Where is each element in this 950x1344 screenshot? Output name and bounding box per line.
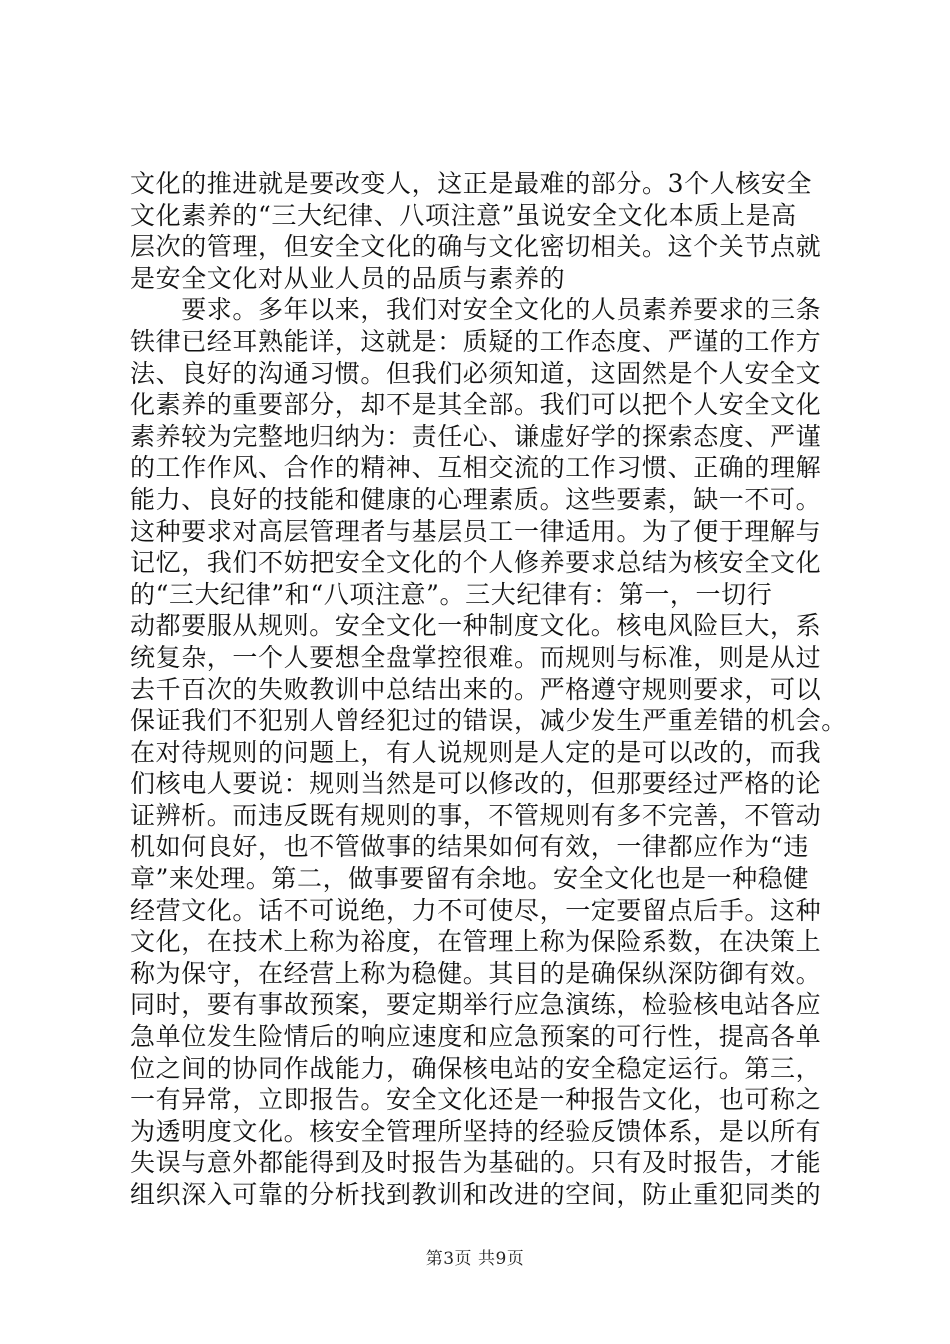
text-line: 为透明度文化。核安全管理所坚持的经验反馈体系，是以所有 [130,1116,822,1146]
text-line: 在对待规则的问题上，有人说规则是人定的是可以改的，而我 [130,737,822,767]
text-line: 称为保守，在经营上称为稳健。其目的是确保纵深防御有效。 [130,958,822,988]
page-footer: 第3页 共9页 [425,1249,525,1269]
text-line: 去千百次的失败教训中总结出来的。严格遵守规则要求，可以 [130,674,822,704]
text-line: 机如何良好，也不管做事的结果如何有效，一律都应作为“违 [130,832,809,862]
text-line: 是安全文化对从业人员的品质与素养的 [130,263,566,293]
text-line: 动都要服从规则。安全文化一种制度文化。核电风险巨大，系 [130,611,822,641]
body-text [130,168,847,1211]
text-line: 文化，在技术上称为裕度，在管理上称为保险系数，在决策上 [130,927,822,957]
text-line: 经营文化。话不可说绝，力不可使尽，一定要留点后手。这种 [130,895,822,925]
text-line: 层次的管理，但安全文化的确与文化密切相关。这个关节点就 [130,232,822,262]
text-line: 急单位发生险情后的响应速度和应急预案的可行性，提高各单 [130,1022,822,1052]
text-line: 失误与意外都能得到及时报告为基础的。只有及时报告，才能 [130,1148,822,1178]
text-line: 的工作作风、合作的精神、互相交流的工作习惯、正确的理解 [130,453,822,483]
text-line: 统复杂，一个人要想全盘掌控很难。而规则与标准，则是从过 [130,642,822,672]
text-line: 记忆，我们不妨把安全文化的个人修养要求总结为核安全文化 [130,548,822,578]
text-line: 这种要求对高层管理者与基层员工一律适用。为了便于理解与 [130,516,822,546]
text-line: 章”来处理。第二，做事要留有余地。安全文化也是一种稳健 [130,864,809,894]
text-line: 一有异常，立即报告。安全文化还是一种报告文化，也可称之 [130,1085,822,1115]
text-line: 们核电人要说：规则当然是可以修改的，但那要经过严格的论 [130,769,822,799]
text-line: 化素养的重要部分，却不是其全部。我们可以把个人安全文化 [130,390,822,420]
text-line: 要求。多年以来，我们对安全文化的人员素养要求的三条 [130,295,822,325]
text-line: 文化的推进就是要改变人，这正是最难的部分。3个人核安全 [130,169,813,198]
text-line: 的“三大纪律”和“八项注意”。三大纪律有：第一，一切行 [130,579,773,609]
text-line: 组织深入可靠的分析找到教训和改进的空间，防止重犯同类的 [130,1180,822,1209]
text-line: 铁律已经耳熟能详，这就是：质疑的工作态度、严谨的工作方 [130,326,822,356]
text-line: 同时，要有事故预案，要定期举行应急演练，检验核电站各应 [130,990,822,1020]
text-line: 文化素养的“三大纪律、八项注意”虽说安全文化本质上是高 [130,200,797,230]
text-line: 证辨析。而违反既有规则的事，不管规则有多不完善，不管动 [130,800,822,830]
text-line: 保证我们不犯别人曾经犯过的错误，减少发生严重差错的机会。 [130,706,847,736]
text-line: 法、良好的沟通习惯。但我们必须知道，这固然是个人安全文 [130,358,822,388]
text-line: 素养较为完整地归纳为：责任心、谦虚好学的探索态度、严谨 [130,421,822,451]
text-line: 能力、良好的技能和健康的心理素质。这些要素，缺一不可。 [130,484,822,514]
text-line: 位之间的协同作战能力，确保核电站的安全稳定运行。第三， [130,1053,822,1083]
